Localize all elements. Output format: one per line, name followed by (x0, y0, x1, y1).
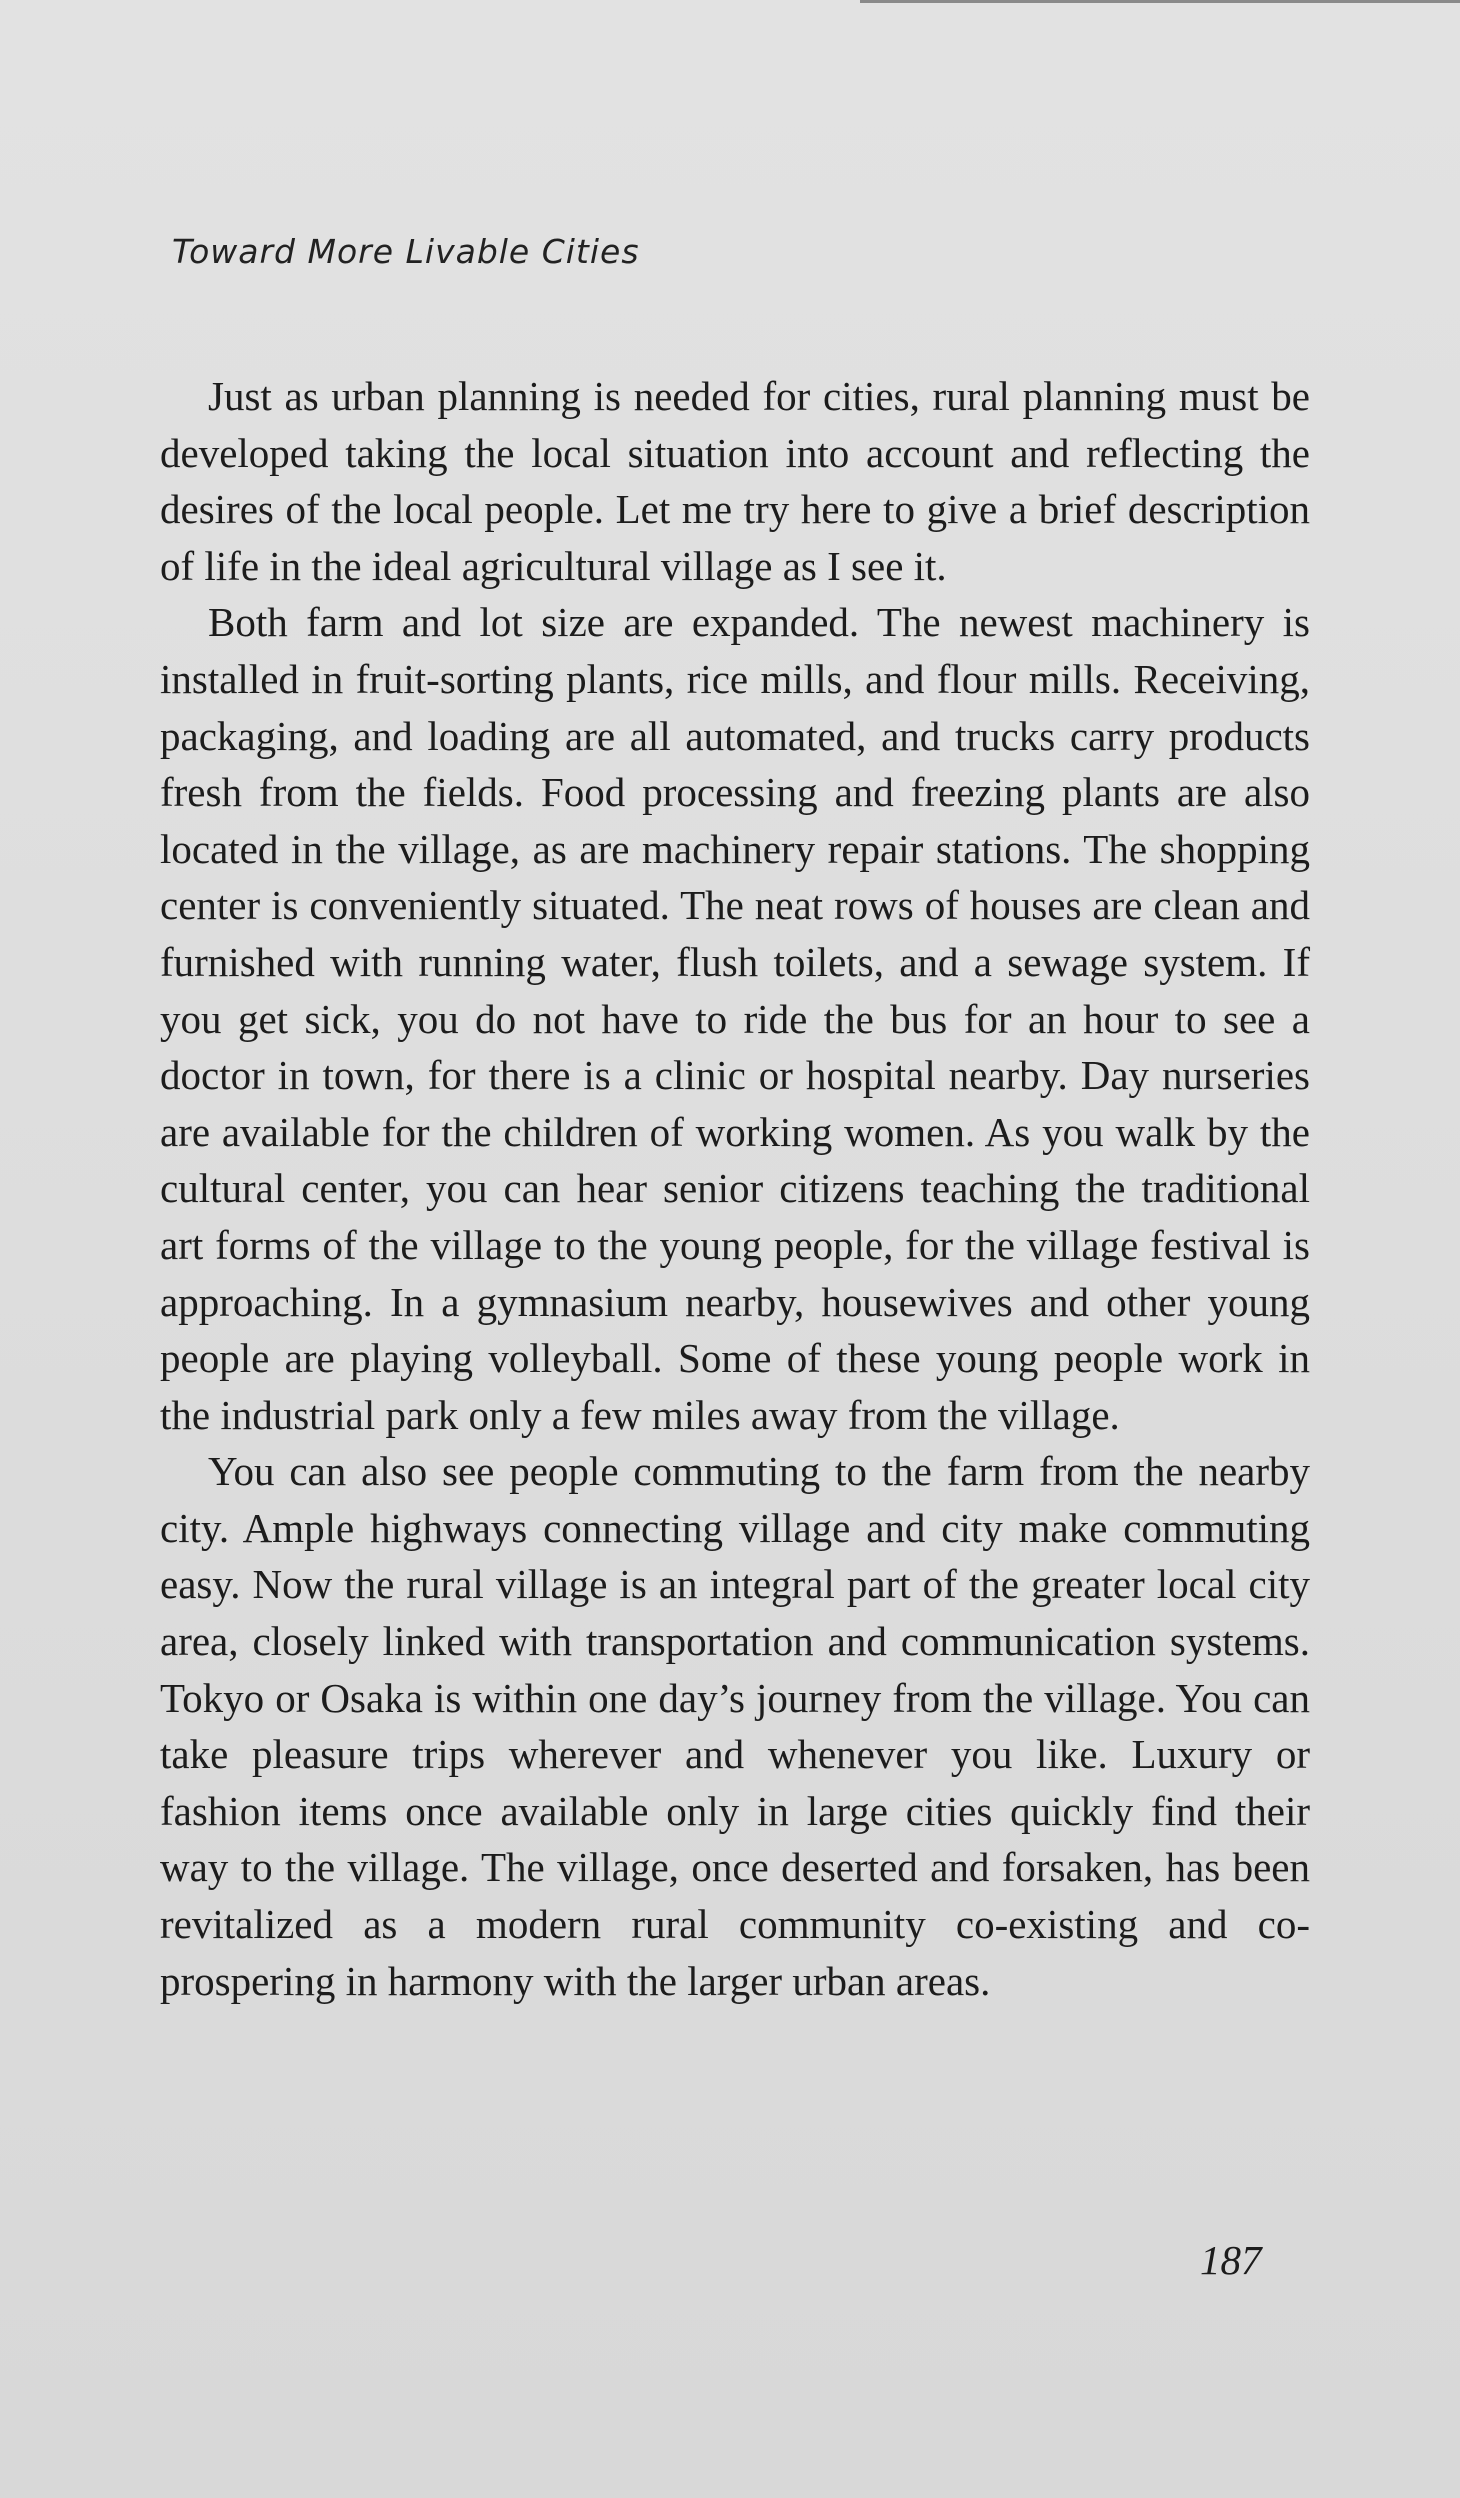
paragraph: You can also see people commuting to the farm from the nearby city. Ample highways connecting village and city make commuting easy. Now the rural village is an integral part of the greater local city area, closely linked with transportation and communication systems. Tokyo or Osaka is within one day’s journey from the village. You can take pleasure trips wherever and whenever you like. Luxury or fashion items once available only in large cities quickly find their way to the village. The village, once deserted and forsaken, has been revitalized as a modern rural community co-existing and co-prospering in harmony with the larger urban areas. (160, 1448, 1310, 2004)
body-text (160, 368, 1310, 2009)
top-edge-rule (860, 0, 1460, 3)
running-head: Toward More Livable Cities (172, 232, 640, 271)
paragraph: Just as urban planning is needed for cities, rural planning must be developed taking the local situation into account and reflecting the desires of the local people. Let me try here to give a brief description of life in the ideal agricultural village as I see it. (160, 373, 1310, 589)
page-number: 187 (1200, 2237, 1262, 2283)
paragraph: Both farm and lot size are expanded. The newest machinery is installed in fruit-sorting plants, rice mills, and flour mills. Receiving, packaging, and loading are all automated, and trucks carry products fresh from the fields. Food processing and freezing plants are also located in the village, as are machinery repair stations. The shopping center is conveniently situated. The neat rows of houses are clean and furnished with running water, flush toilets, and a sewage system. If you get sick, you do not have to ride the bus for an hour to see a doctor in town, for there is a clinic or hospital nearby. Day nurseries are available for the children of working women. As you walk by the cultural center, you can hear senior citizens teaching the traditional art forms of the village to the young people, for the village festival is approaching. In a gymnasium nearby, housewives and other young people are playing volleyball. Some of these young people work in the industrial park only a few miles away from the village. (160, 599, 1310, 1438)
